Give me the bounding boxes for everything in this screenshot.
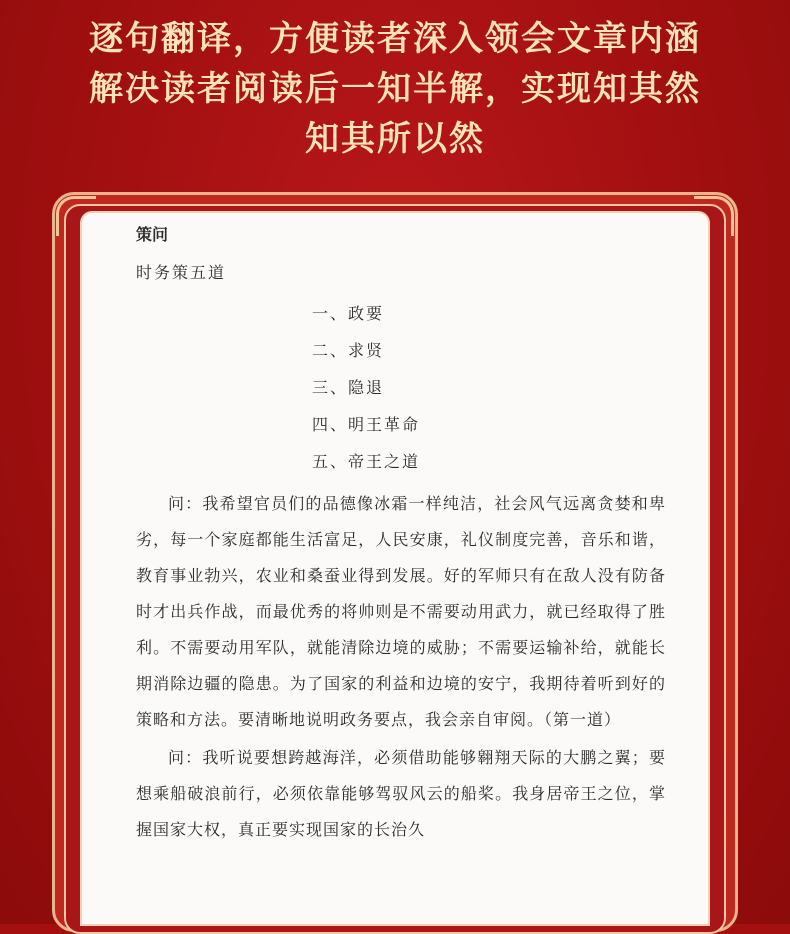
document-subtitle: 时务策五道 [136, 263, 227, 282]
headline [0, 14, 790, 164]
toc-item: 二、求贤 [312, 341, 385, 360]
table-of-contents [136, 295, 666, 480]
document-page [82, 213, 708, 924]
document-body [136, 223, 666, 848]
document-title: 策问 [136, 225, 169, 244]
toc-item: 五、帝王之道 [312, 452, 421, 471]
toc-item: 一、政要 [312, 304, 385, 323]
paragraph: 问：我听说要想跨越海洋，必须借助能够翱翔天际的大鹏之翼；要想乘船破浪前行，必须依靠能够驾驭风云的船桨。我身居帝王之位，掌握国家大权，真正要实现国家的长治久 [136, 748, 666, 839]
headline-line-2: 解决读者阅读后一知半解，实现知其然 [89, 69, 701, 109]
toc-item: 三、隐退 [312, 378, 385, 397]
toc-item: 四、明王革命 [312, 415, 421, 434]
headline-line-3: 知其所以然 [305, 119, 485, 159]
paragraph: 问：我希望官员们的品德像冰霜一样纯洁，社会风气远离贪婪和卑劣，每一个家庭都能生活富足，人民安康，礼仪制度完善，音乐和谐，教育事业勃兴，农业和桑蚕业得到发展。好的军师只有在敌人没有防备时才出兵作战，而最优秀的将帅则是不需要动用武力，就已经取得了胜利。不需要动用军队，就能清除边境的威胁；不需要运输补给，就能长期消除边疆的隐患。为了国家的利益和边境的安宁，我期待着听到好的策略和方法。要清晰地说明政务要点，我会亲自审阅。（第一道） [136, 494, 666, 729]
headline-line-1: 逐句翻译，方便读者深入领会文章内涵 [89, 19, 701, 59]
